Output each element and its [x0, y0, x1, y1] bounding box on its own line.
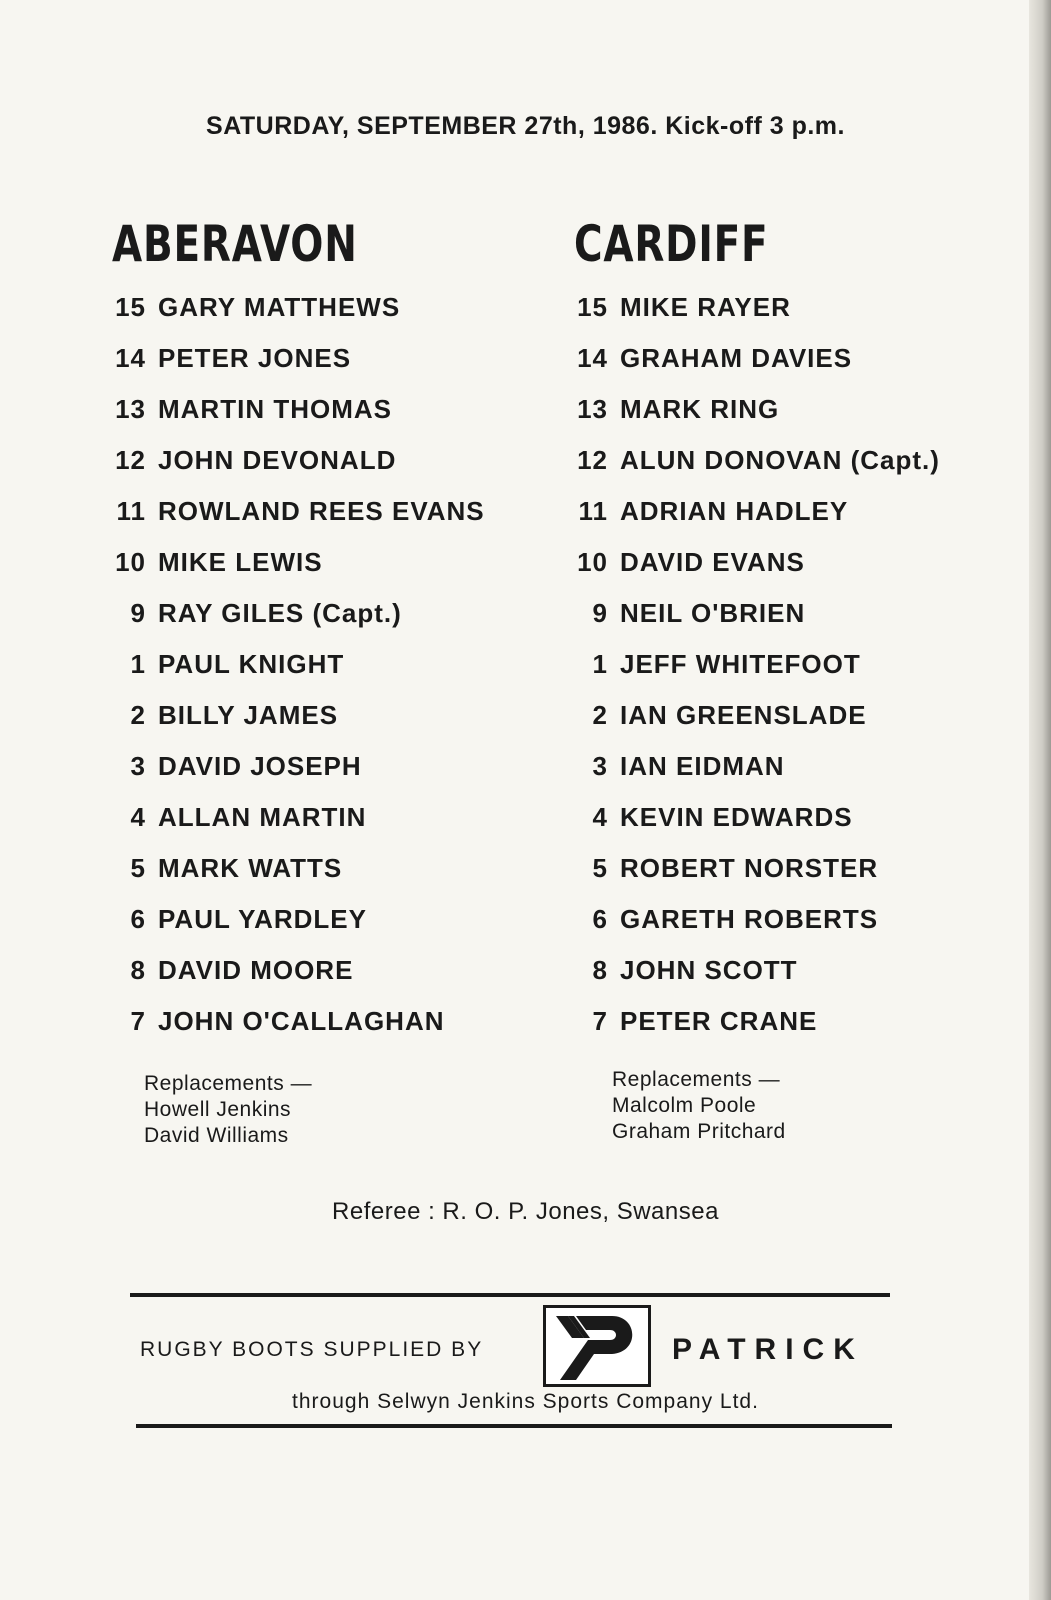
referee-line: Referee : R. O. P. Jones, Swansea	[332, 1198, 719, 1225]
shirt-number: 10	[115, 547, 146, 577]
home-player-list	[110, 292, 550, 1057]
player-name: PETER JONES	[158, 343, 352, 373]
shirt-number: 15	[115, 292, 146, 322]
player-row	[572, 649, 1012, 700]
player-row	[110, 292, 550, 343]
player-name: MIKE RAYER	[620, 292, 791, 322]
player-row	[572, 853, 1012, 904]
shirt-number: 7	[592, 1006, 608, 1036]
away-team-name: CARDIFF	[574, 215, 769, 273]
replacement-player: David Williams	[144, 1124, 289, 1147]
player-row	[572, 1006, 1012, 1057]
away-player-list	[572, 292, 1012, 1057]
away-team-column	[572, 214, 1012, 1145]
player-row	[110, 1006, 550, 1057]
player-name: ROWLAND REES EVANS	[158, 496, 485, 526]
player-row	[572, 955, 1012, 1006]
player-name: GRAHAM DAVIES	[620, 343, 853, 373]
replacement-player: Howell Jenkins	[144, 1098, 292, 1121]
player-name: JEFF WHITEFOOT	[620, 649, 861, 679]
player-row	[110, 853, 550, 904]
player-name: MIKE LEWIS	[158, 547, 323, 577]
shirt-number: 14	[115, 343, 146, 373]
player-name: MARTIN THOMAS	[158, 394, 392, 424]
player-row	[572, 445, 1012, 496]
shirt-number: 5	[592, 853, 608, 883]
shirt-number: 2	[592, 700, 608, 730]
player-row	[110, 955, 550, 1006]
replacements-label: Replacements —	[144, 1072, 313, 1095]
player-name: JOHN SCOTT	[620, 955, 798, 985]
player-name: IAN GREENSLADE	[620, 700, 867, 730]
player-row	[110, 649, 550, 700]
shirt-number: 1	[592, 649, 608, 679]
player-row	[110, 751, 550, 802]
player-row	[110, 394, 550, 445]
player-name: ROBERT NORSTER	[620, 853, 879, 883]
replacement-player: Malcolm Poole	[612, 1094, 757, 1117]
player-name: JOHN DEVONALD	[158, 445, 397, 475]
player-row	[110, 343, 550, 394]
player-name: BILLY JAMES	[158, 700, 339, 730]
player-name: ADRIAN HADLEY	[620, 496, 849, 526]
page-edge	[1029, 0, 1051, 1600]
player-name: MARK RING	[620, 394, 780, 424]
home-team-name: ABERAVON	[112, 215, 358, 273]
shirt-number: 9	[130, 598, 146, 628]
player-row	[572, 394, 1012, 445]
player-row	[572, 292, 1012, 343]
player-row	[572, 343, 1012, 394]
shirt-number: 13	[115, 394, 146, 424]
player-name: JOHN O'CALLAGHAN	[158, 1006, 445, 1036]
player-row	[572, 751, 1012, 802]
shirt-number: 10	[577, 547, 608, 577]
replacement-player: Graham Pritchard	[612, 1120, 786, 1143]
player-row	[572, 547, 1012, 598]
player-row	[110, 496, 550, 547]
shirt-number: 14	[577, 343, 608, 373]
player-name: KEVIN EDWARDS	[620, 802, 853, 832]
player-row	[572, 700, 1012, 751]
shirt-number: 13	[577, 394, 608, 424]
home-team-column	[110, 214, 550, 1149]
shirt-number: 11	[116, 496, 146, 526]
player-name: PAUL YARDLEY	[158, 904, 367, 934]
player-row	[572, 496, 1012, 547]
player-name: NEIL O'BRIEN	[620, 598, 806, 628]
player-name: DAVID JOSEPH	[158, 751, 362, 781]
away-replacements	[612, 1067, 1012, 1145]
patrick-p-logo-icon	[543, 1305, 651, 1387]
shirt-number: 12	[115, 445, 146, 475]
shirt-number: 4	[130, 802, 146, 832]
player-name: ALLAN MARTIN	[158, 802, 367, 832]
divider-top	[130, 1293, 890, 1297]
player-name: GARY MATTHEWS	[158, 292, 401, 322]
player-row	[110, 700, 550, 751]
shirt-number: 9	[592, 598, 608, 628]
player-name: PETER CRANE	[620, 1006, 818, 1036]
player-row	[110, 904, 550, 955]
match-date-header: SATURDAY, SEPTEMBER 27th, 1986. Kick-off 3 p.m.	[206, 112, 845, 140]
shirt-number: 12	[577, 445, 608, 475]
shirt-number: 2	[130, 700, 146, 730]
shirt-number: 3	[130, 751, 146, 781]
shirt-number: 8	[130, 955, 146, 985]
player-name: DAVID EVANS	[620, 547, 805, 577]
shirt-number: 6	[592, 904, 608, 934]
home-replacements	[144, 1071, 550, 1149]
player-row	[110, 598, 550, 649]
shirt-number: 1	[130, 649, 146, 679]
shirt-number: 3	[592, 751, 608, 781]
shirt-number: 8	[592, 955, 608, 985]
shirt-number: 6	[130, 904, 146, 934]
player-row	[572, 802, 1012, 853]
player-row	[110, 547, 550, 598]
divider-bottom	[136, 1424, 892, 1428]
sponsor-brand: PATRICK	[672, 1333, 864, 1366]
player-name: PAUL KNIGHT	[158, 649, 345, 679]
shirt-number: 7	[130, 1006, 146, 1036]
sponsor-through: through Selwyn Jenkins Sports Company Ltd.	[292, 1390, 759, 1413]
shirt-number: 11	[578, 496, 608, 526]
player-row	[572, 598, 1012, 649]
sponsor-text: RUGBY BOOTS SUPPLIED BY	[140, 1338, 484, 1361]
player-row	[110, 802, 550, 853]
shirt-number: 15	[577, 292, 608, 322]
player-name: GARETH ROBERTS	[620, 904, 879, 934]
player-row	[572, 904, 1012, 955]
shirt-number: 5	[130, 853, 146, 883]
shirt-number: 4	[592, 802, 608, 832]
player-name: RAY GILES (Capt.)	[158, 598, 402, 628]
player-name: DAVID MOORE	[158, 955, 354, 985]
player-name: ALUN DONOVAN (Capt.)	[620, 445, 940, 475]
player-name: MARK WATTS	[158, 853, 343, 883]
replacements-label: Replacements —	[612, 1068, 781, 1091]
player-name: IAN EIDMAN	[620, 751, 785, 781]
player-row	[110, 445, 550, 496]
